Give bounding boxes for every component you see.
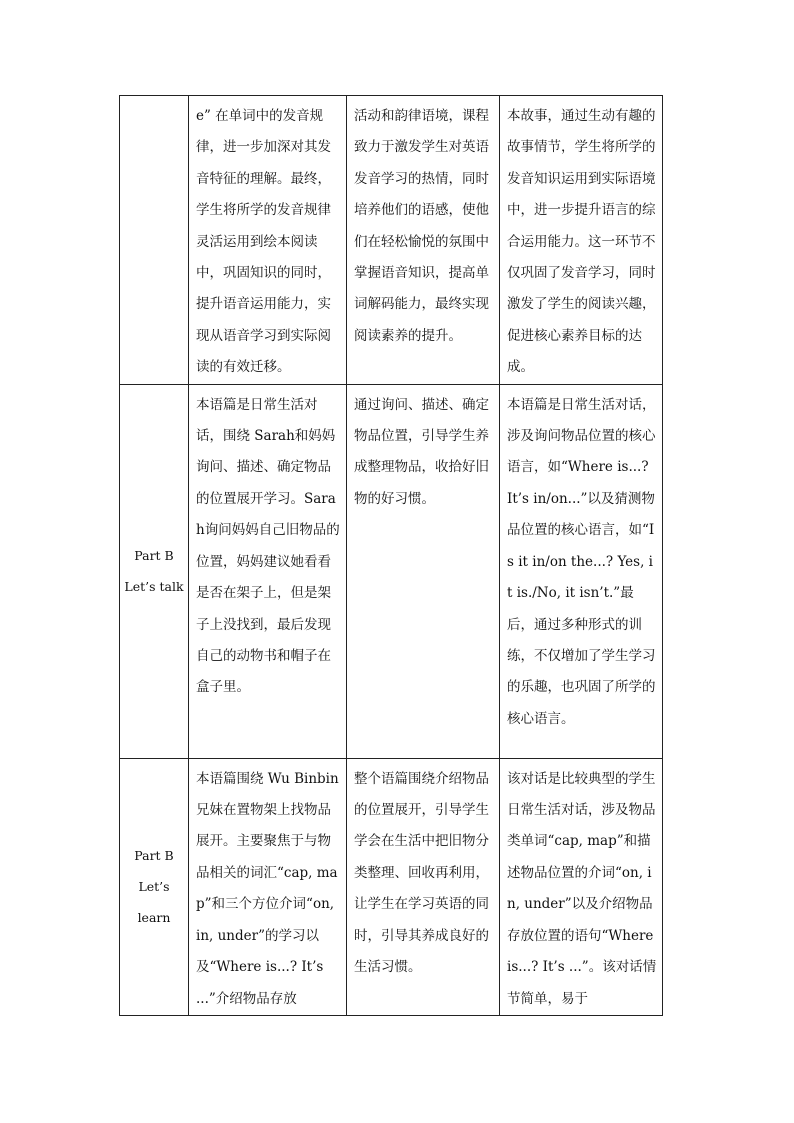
content-cell: e” 在单词中的发音规律，进一步加深对其发音特征的理解。最终，学生将所学的发音规律灵活运用到绘本阅读中，巩固知识的同时，提升语音运用能力，实现从语音学习到实际阅读的有效迁移。: [189, 96, 347, 385]
table-row: [120, 758, 663, 1015]
section-label-cell: [120, 758, 189, 1015]
section-label-cell: [120, 384, 189, 758]
table-row: [120, 96, 663, 385]
section-label-cell: [120, 96, 189, 385]
goal-cell: 通过询问、描述、确定物品位置，引导学生养成整理物品，收拾好旧物的好习惯。: [347, 384, 500, 758]
section-label-line: learn: [137, 910, 171, 926]
analysis-cell: 本语篇是日常生活对话，涉及询问物品位置的核心语言，如“Where is...? It’s in/on...”以及猜测物品位置的核心语言，如“Is it in/on the...? Yes, it is./No, it isn’t.”最后，通过多种形式的训练，不仅增加了学生学习的乐趣，也巩固了所学的核心语言。: [500, 384, 663, 758]
lesson-analysis-table: [119, 95, 663, 1016]
section-label-line: Part B: [134, 548, 174, 564]
section-label-line: Let’s talk: [124, 579, 184, 595]
analysis-cell: 本故事，通过生动有趣的故事情节，学生将所学的发音知识运用到实际语境中，进一步提升语言的综合运用能力。这一环节不仅巩固了发音学习，同时激发了学生的阅读兴趣，促进核心素养目标的达成。: [500, 96, 663, 385]
content-cell: 本语篇是日常生活对话，围绕 Sarah和妈妈询问、描述、确定物品的位置展开学习。Sarah询问妈妈自己旧物品的位置，妈妈建议她看看是否在架子上，但是架子上没找到，最后发现自己的动物书和帽子在盒子里。: [189, 384, 347, 758]
analysis-cell: 该对话是比较典型的学生日常生活对话，涉及物品类单词“cap, map”和描述物品位置的介词“on, in, under”以及介绍物品存放位置的语句“Where is...? It’s ...”。该对话情节简单，易于: [500, 758, 663, 1015]
section-label-line: Let’s: [138, 879, 170, 895]
table-row: [120, 384, 663, 758]
section-label-line: Part B: [134, 848, 174, 864]
goal-cell: 活动和韵律语境，课程致力于激发学生对英语发音学习的热情，同时培养他们的语感，使他们在轻松愉悦的氛围中掌握语音知识，提高单词解码能力，最终实现阅读素养的提升。: [347, 96, 500, 385]
content-cell: 本语篇围绕 Wu Binbin兄妹在置物架上找物品展开。主要聚焦于与物品相关的词汇“cap, map”和三个方位介词“on, in, under”的学习以及“Where is...? It’s ...”介绍物品存放: [189, 758, 347, 1015]
goal-cell: 整个语篇围绕介绍物品的位置展开，引导学生学会在生活中把旧物分类整理、回收再利用，让学生在学习英语的同时，引导其养成良好的生活习惯。: [347, 758, 500, 1015]
